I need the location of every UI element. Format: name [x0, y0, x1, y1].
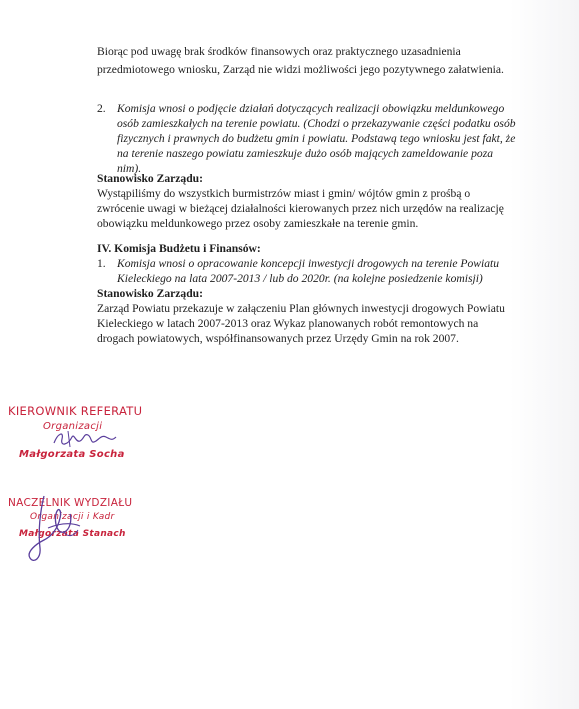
- paragraph-line: przedmiotowego wniosku, Zarząd nie widzi możliwości jego pozytywnego załatwienia.: [97, 63, 504, 76]
- section-heading: IV. Komisja Budżetu i Finansów:: [97, 242, 261, 255]
- paragraph-line: Zarząd Powiatu przekazuje w załączeniu Plan głównych inwestycji drogowych Powiatu: [97, 302, 505, 315]
- list-item-line: fizycznych i prawnych do budżetu gmin i powiatu. Podstawą tego wniosku jest fakt, że: [117, 132, 516, 145]
- section-heading: Stanowisko Zarządu:: [97, 172, 203, 185]
- list-item-line: osób zamieszkałych na terenie powiatu. (Chodzi o przekazywanie części podatku osób: [117, 117, 516, 130]
- paragraph-line: drogach powiatowych, współfinansowanych przez Urzędy Gmin na rok 2007.: [97, 332, 459, 345]
- list-item-line: Komisja wnosi o podjęcie działań dotyczących realizacji obowiązku meldunkowego: [117, 102, 505, 115]
- stamp-dept: Organizacji i Kadr: [30, 512, 115, 522]
- stamp-title: NACZELNIK WYDZIAŁU: [8, 497, 133, 509]
- signature-socha: [50, 425, 120, 458]
- signature-naczelnik: [14, 488, 94, 573]
- list-number: 1.: [97, 257, 106, 270]
- paragraph-line: obowiązku meldunkowego przez osoby zamieszkałe na terenie gmin.: [97, 217, 419, 230]
- list-item-line: na terenie naszego powiatu zamieszkuje dużo osób mających zameldowanie poza: [117, 147, 494, 160]
- stamp-dept: Organizacji: [43, 421, 103, 432]
- stamp-name: Małgorzata Socha: [19, 449, 125, 460]
- list-number: 2.: [97, 102, 106, 115]
- paragraph-line: Wystąpiliśmy do wszystkich burmistrzów miast i gmin/ wójtów gmin z prośbą o: [97, 187, 471, 200]
- list-item-line: Komisja wnosi o opracowanie koncepcji inwestycji drogowych na terenie Powiatu: [117, 257, 500, 270]
- paragraph-line: Kieleckiego w latach 2007-2013 oraz Wykaz planowanych robót remontowych na: [97, 317, 479, 330]
- stamp-title: KIEROWNIK REFERATU: [8, 404, 143, 418]
- stamp-name: Małgorzata Stanach: [19, 529, 126, 539]
- list-item-line: nim).: [117, 162, 142, 175]
- list-item-line: Kieleckiego na lata 2007-2013 / lub do 2020r. (na kolejne posiedzenie komisji): [117, 272, 483, 285]
- paragraph-line: zwrócenie uwagi w bieżącej działalności kierowanych przez nich urzędów na realizację: [97, 202, 504, 215]
- section-heading: Stanowisko Zarządu:: [97, 287, 203, 300]
- paragraph-line: Biorąc pod uwagę brak środków finansowych oraz praktycznego uzasadnienia: [97, 45, 461, 58]
